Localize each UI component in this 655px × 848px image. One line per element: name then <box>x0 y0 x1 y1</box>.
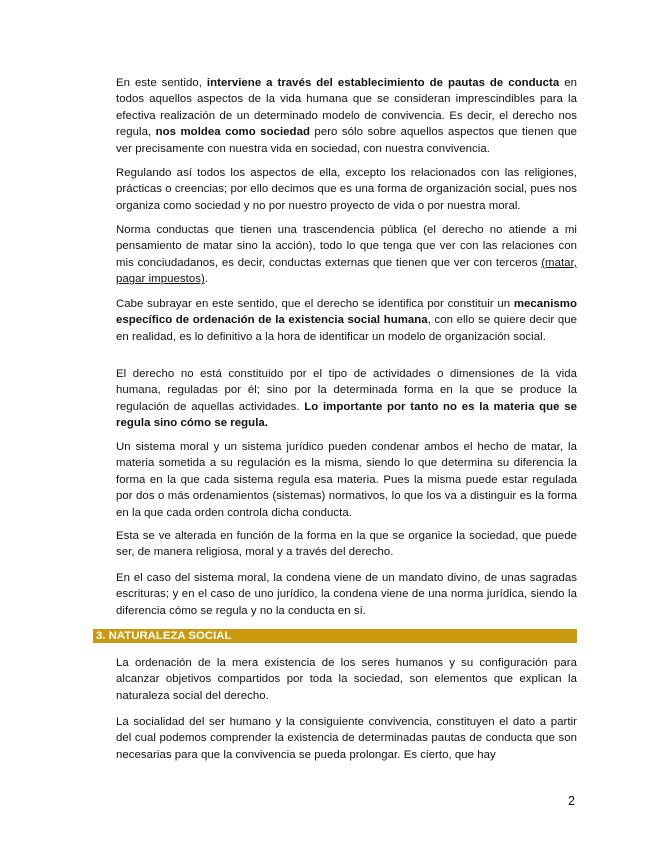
paragraph-ordenacion-existencia: La ordenación de la mera existencia de los seres humanos y su configuración para alcanzar objetivos compartidos por toda la sociedad, son elementos que explican la naturaleza social del derecho. <box>116 657 577 702</box>
paragraph-socialidad-ser-humano: La socialidad del ser humano y la consiguiente convivencia, constituyen el dato a partir del cual podemos comprender la existencia de determinadas pautas de conducta que son necesarias para que la convivencia se pueda prolongar. Es cierto, que hay <box>116 716 577 761</box>
paragraph-cabe-subrayar <box>116 296 577 345</box>
bold-run: nos moldea como sociedad <box>155 126 310 139</box>
text-run: Norma conductas que tienen una trascendencia pública (el derecho no atiende a mi pensamiento de matar sino la acción), todo lo que tenga que ver con las relaciones con mis conciudadanos, es decir, conductas externas que tienen que ver con terceros <box>116 224 577 269</box>
section-heading: 3. NATURALEZA SOCIAL <box>96 630 232 642</box>
text-run: pero sólo sobre aquellos aspectos que tienen que ver precisamente con nuestra vida en sociedad, con nuestra convivencia. <box>116 126 577 155</box>
paragraph-regulando-aspectos: Regulando así todos los aspectos de ella, excepto los relacionados con las religiones, prácticas o creencias; por ello decimos que es una forma de organización social, pues nos organiza como sociedad y no por nuestro proyecto de vida o por nuestra moral. <box>116 167 577 212</box>
underlined-run: (matar, pagar impuestos) <box>116 256 577 286</box>
paragraph-norma-conductas <box>116 222 577 288</box>
paragraph-caso-sistema-moral: En el caso del sistema moral, la condena viene de un mandato divino, de unas sagradas escrituras; y en el caso de uno jurídico, la condena viene de una norma jurídica, siendo la diferencia cómo se regula y no la conducta en sí. <box>116 572 577 617</box>
paragraph-sistema-moral-juridico: Un sistema moral y un sistema jurídico pueden condenar ambos el hecho de matar, la materia sometida a su regulación es la misma, siendo lo que determina su diferencia la forma en la que cada sistema regula esa materia. Pues la misma puede estar regulada por dos o más ordenamientos (sistemas) normativos, lo que los va a distinguir es la forma en la que cada orden controla dicha conducta. <box>116 441 577 519</box>
text-run: . <box>204 273 209 286</box>
text-run: El derecho no está constituido por el tipo de actividades o dimensiones de la vida humana, reguladas por él; sino por la determinada forma en la que se produce la regulación de aquellas actividades. <box>116 368 577 413</box>
page-number: 2 <box>568 794 575 808</box>
bold-run: Lo importante por tanto no es la materia que se regula sino cómo se regula. <box>116 400 577 430</box>
text-run: , con ello se quiere decir que en realidad, es lo definitivo a la hora de identificar un modelo de organización social. <box>116 314 577 343</box>
paragraph-establecimiento-pautas <box>116 75 577 157</box>
paragraph-derecho-no-constituido <box>116 366 577 432</box>
bold-run: interviene a través del establecimiento de pautas de conducta <box>206 77 560 89</box>
paragraph-alterada-organizacion: Esta se ve alterada en función de la forma en la que se organice la sociedad, que puede ser, de manera religiosa, moral y a través del derecho. <box>116 530 577 559</box>
bold-run: mecanismo específico de ordenación de la existencia social humana <box>116 298 577 327</box>
text-run: En este sentido, <box>116 77 207 89</box>
text-run: Cabe subrayar en este sentido, que el derecho se identifica por constituir un <box>116 298 514 310</box>
text-run: en todos aquellos aspectos de la vida humana que se consideran imprescindibles para la efectiva realización de un determinado modelo de convivencia. Es decir, el derecho nos regula, <box>116 77 577 139</box>
